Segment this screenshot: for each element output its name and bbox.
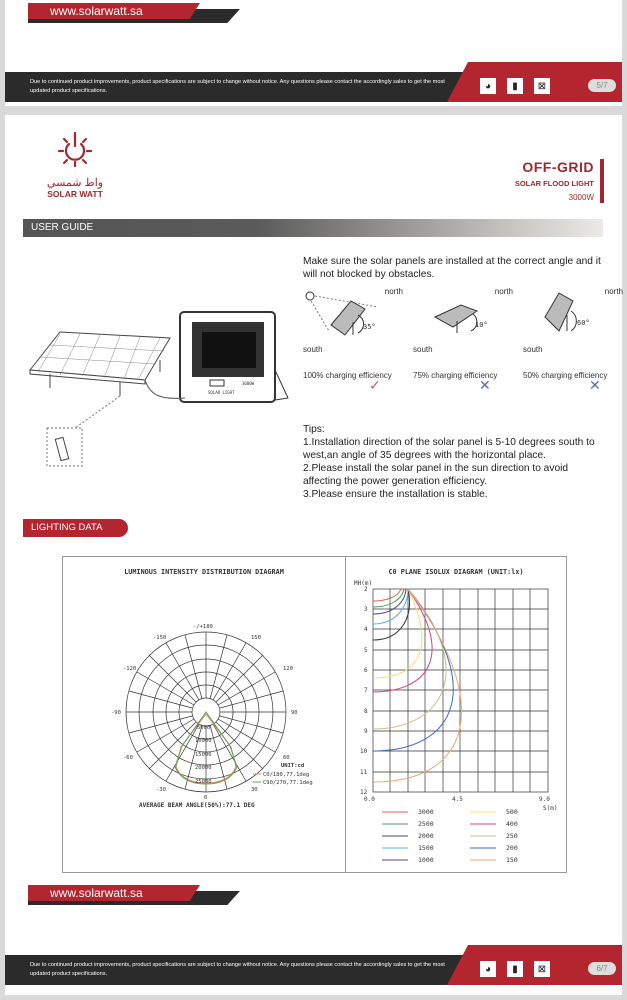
north-label: north [494, 287, 513, 296]
svg-text:10: 10 [360, 748, 368, 755]
tip-item: 2.Please install the solar panel in the sun direction to avoid affecting the power generation efficiency. [303, 463, 569, 487]
lighting-data-header: LIGHTING DATA [23, 519, 128, 537]
svg-text:200: 200 [506, 844, 518, 852]
solar-watt-logo [35, 129, 115, 199]
recycle-globe-icon: ◕ [480, 961, 496, 977]
product-title: OFF-GRID [522, 159, 594, 175]
svg-text:9.0: 9.0 [539, 796, 550, 803]
svg-text:5000: 5000 [197, 725, 211, 731]
svg-text:S(m): S(m) [543, 805, 558, 812]
tips-title: Tips: [303, 424, 325, 435]
panel-10-diagram [413, 287, 513, 347]
website-banner[interactable] [28, 3, 243, 23]
svg-text:4: 4 [364, 626, 368, 633]
svg-text:1500: 1500 [418, 844, 434, 852]
svg-text:6: 6 [364, 667, 368, 674]
product-wattage: 3000W [568, 193, 594, 202]
svg-text:-150: -150 [153, 635, 167, 641]
product-wattage-label: 3000W [242, 381, 255, 386]
svg-text:150: 150 [251, 635, 261, 641]
svg-text:60: 60 [283, 755, 290, 761]
chart-title: LUMINOUS INTENSITY DISTRIBUTION DIAGRAM [124, 568, 284, 576]
website-banner[interactable] [28, 885, 243, 905]
svg-text:C90/270,77.1deg: C90/270,77.1deg [263, 780, 313, 786]
sun-power-icon [55, 129, 95, 169]
svg-text:-120: -120 [123, 666, 137, 672]
svg-text:7: 7 [364, 687, 368, 694]
page-number: 6/7 [588, 962, 616, 975]
luminous-intensity-chart [62, 556, 346, 873]
svg-text:150: 150 [506, 856, 518, 864]
isolux-chart [345, 556, 567, 873]
svg-text:UNIT:cd: UNIT:cd [281, 763, 305, 769]
svg-text:0.0: 0.0 [364, 796, 375, 803]
svg-text:-60: -60 [123, 755, 133, 761]
efficiency-label: 50% charging efficiency [523, 371, 608, 380]
efficiency-label: 75% charging efficiency [413, 371, 498, 380]
website-url[interactable]: www.solarwatt.sa [50, 4, 143, 18]
main-page [5, 115, 622, 995]
disclaimer-note: Due to continued product improvements, product specifications are subject to change without notice. Any questions please contact the accordingly sales to get the most updated product specifications. [30, 962, 445, 977]
svg-text:C0/180,77.1deg: C0/180,77.1deg [263, 772, 310, 778]
svg-text:-30: -30 [156, 787, 166, 793]
svg-text:15000: 15000 [195, 752, 212, 758]
tips-block [303, 423, 608, 501]
install-intro: Make sure the solar panels are installed at the correct angle and it will not blocked by obstacles. [303, 256, 601, 280]
svg-text:9: 9 [364, 728, 368, 735]
user-guide-header: USER GUIDE [23, 219, 603, 237]
svg-text:12: 12 [360, 789, 368, 796]
page-footer [5, 945, 622, 985]
svg-text:2: 2 [364, 586, 368, 593]
svg-text:AVERAGE BEAM ANGLE(50%):77.1 D: AVERAGE BEAM ANGLE(50%):77.1 DEG [139, 802, 255, 809]
tip-item: 1.Installation direction of the solar panel is 5-10 degrees south to west,an angle of 35 degrees with the horizontal place. [303, 437, 595, 461]
disclaimer-note: Due to continued product improvements, product specifications are subject to change without notice. Any questions please contact the accordingly sales to get the most updated product specifications. [30, 79, 445, 94]
svg-text:3000: 3000 [418, 808, 434, 816]
svg-text:5: 5 [364, 647, 368, 654]
efficiency-label: 100% charging efficiency [303, 371, 392, 380]
brand-english: SOLAR WATT [47, 189, 103, 199]
svg-text:10°: 10° [475, 321, 488, 329]
svg-text:35°: 35° [363, 323, 376, 331]
svg-text:11: 11 [360, 769, 368, 776]
weee-bin-icon: ⊠ [534, 78, 550, 94]
battery-icon: ▮ [507, 961, 523, 977]
svg-text:500: 500 [506, 808, 518, 816]
svg-text:2000: 2000 [418, 832, 434, 840]
product-label: SOLAR LIGHT [208, 390, 235, 395]
title-accent-bar [600, 159, 604, 203]
svg-text:20000: 20000 [195, 765, 212, 771]
tip-item: 3.Please ensure the installation is stable. [303, 489, 488, 500]
previous-page [5, 0, 622, 106]
product-illustration [20, 310, 290, 470]
north-label: north [384, 287, 403, 296]
svg-text:4.5: 4.5 [452, 796, 463, 803]
south-label: south [523, 345, 543, 354]
brand-arabic: واط شمسي [46, 177, 104, 189]
cross-icon: ✕ [589, 377, 601, 393]
svg-text:10000: 10000 [195, 738, 212, 744]
recycle-globe-icon: ◕ [480, 78, 496, 94]
svg-text:8: 8 [364, 708, 368, 715]
south-label: south [413, 345, 433, 354]
weee-bin-icon: ⊠ [534, 961, 550, 977]
svg-text:60°: 60° [577, 319, 590, 327]
south-label: south [303, 345, 323, 354]
svg-text:MH(m): MH(m) [354, 580, 373, 587]
svg-text:3: 3 [364, 606, 368, 613]
website-url[interactable]: www.solarwatt.sa [50, 886, 143, 900]
page-number: 5/7 [588, 79, 616, 92]
check-icon: ✓ [369, 377, 381, 393]
svg-text:400: 400 [506, 820, 518, 828]
svg-text:-/+180: -/+180 [193, 624, 213, 630]
cross-icon: ✕ [479, 377, 491, 393]
svg-text:250: 250 [506, 832, 518, 840]
svg-text:2500: 2500 [418, 820, 434, 828]
svg-text:30: 30 [251, 787, 258, 793]
svg-text:1000: 1000 [418, 856, 434, 864]
panel-35-diagram [303, 287, 403, 347]
panel-60-diagram [523, 287, 623, 347]
page-footer [5, 62, 622, 102]
north-label: north [604, 287, 623, 296]
svg-text:0: 0 [204, 795, 208, 801]
chart-title: C0 PLANE ISOLUX DIAGRAM (UNIT:lx) [388, 568, 524, 576]
product-subtitle: SOLAR FLOOD LIGHT [514, 179, 594, 188]
battery-icon: ▮ [507, 78, 523, 94]
svg-text:90: 90 [291, 710, 298, 716]
svg-text:120: 120 [283, 666, 293, 672]
product-title-block [515, 159, 594, 202]
svg-text:-90: -90 [111, 710, 121, 716]
svg-text:25000: 25000 [195, 779, 212, 785]
